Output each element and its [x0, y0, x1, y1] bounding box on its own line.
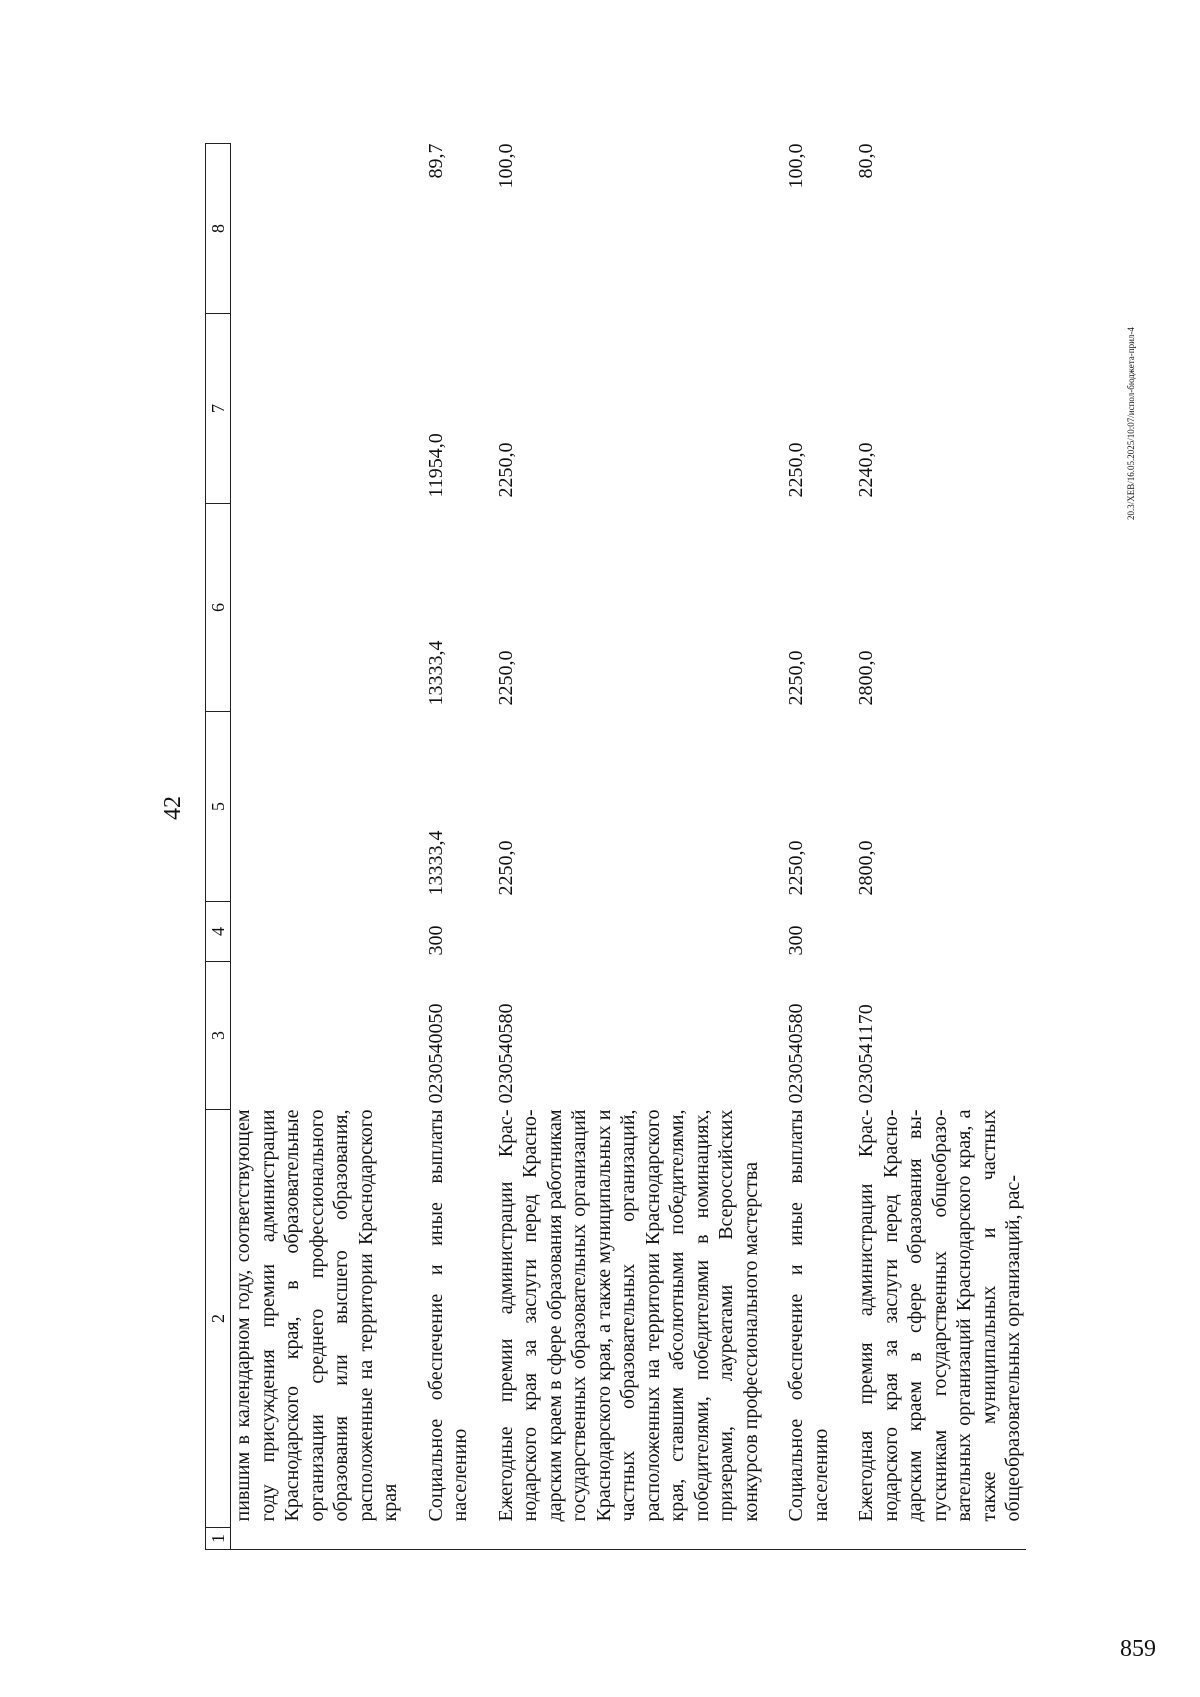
row-number — [854, 1528, 1026, 1550]
row-value-5: 2250,0 — [785, 840, 807, 896]
column-header-2: 2 — [206, 1110, 231, 1528]
row-value-7: 2240,0 — [855, 442, 877, 498]
row-number — [494, 1528, 785, 1550]
column-header-1: 1 — [206, 1528, 231, 1550]
table-row — [784, 144, 854, 1550]
column-header-3: 3 — [206, 962, 231, 1110]
row-expense-type — [231, 902, 424, 962]
row-value-6: 2800,0 — [855, 650, 877, 706]
row-description: Социальное обеспечение и иные выплаты населению — [785, 1109, 832, 1522]
row-expense-type — [854, 902, 1026, 962]
column-header-5: 5 — [206, 712, 231, 902]
rotated-page — [120, 123, 1154, 1620]
row-percent: 100,0 — [785, 143, 807, 189]
row-percent: 89,7 — [424, 143, 447, 179]
column-header-8: 8 — [206, 144, 231, 314]
row-value-5: 2250,0 — [494, 840, 517, 896]
budget-table — [205, 143, 1026, 1550]
row-value-5 — [231, 712, 424, 902]
row-value-6: 2250,0 — [494, 650, 517, 706]
row-expense-type: 300 — [424, 925, 447, 956]
column-header-6: 6 — [206, 504, 231, 712]
row-target-code: 0230541170 — [855, 1004, 877, 1104]
column-header-4: 4 — [206, 902, 231, 962]
header-row — [206, 144, 231, 1550]
sheet-number: 859 — [1120, 1636, 1156, 1662]
row-description: Ежегодные премии администрации Краснодарского края за заслуги перед Краснодарским краем в сфере образования работникам государственных образовательных организаций Краснодарского края, а также муниципальных и частных образовательных организаций, расположенных на территории Краснодарского края, ставшим абсолютными победителями, победителями, победителями в номинациях, призерами, лауреатами Всероссийских конкурсов профессионального мастерства — [494, 1109, 762, 1522]
row-description: Ежегодная премия администрации Краснодарского края за заслуги перед Краснодарским краем в сфере образования выпускникам государственных общеобразовательных организаций Краснодарского края, а также муниципальных и частных общеобразовательных организаций, рас- — [855, 1109, 1024, 1522]
row-value-5: 13333,4 — [424, 830, 447, 896]
row-value-7 — [231, 314, 424, 504]
table-row — [231, 144, 424, 1550]
row-number — [784, 1528, 854, 1550]
row-number — [231, 1528, 424, 1550]
table-row — [494, 144, 785, 1550]
row-number — [424, 1528, 494, 1550]
row-target-code: 0230540580 — [785, 1003, 807, 1104]
row-value-7: 2250,0 — [785, 442, 807, 498]
row-target-code: 0230540580 — [494, 1003, 517, 1104]
table-row — [424, 144, 494, 1550]
row-description: пившим в календарном году, соответствующем году присуждения премии администрации Краснодарского края, в образовательные организации среднего профессионального образования или высшего образования, расположенные на территории Краснодарского края — [232, 1109, 401, 1522]
row-percent — [231, 144, 424, 314]
row-value-6: 2250,0 — [785, 650, 807, 706]
row-value-6: 13333,4 — [424, 640, 447, 706]
page-number: 42 — [160, 796, 186, 820]
row-description: Социальное обеспечение и иные выплаты населению — [424, 1109, 471, 1522]
row-percent: 100,0 — [494, 143, 517, 189]
row-value-7: 2250,0 — [494, 442, 517, 498]
row-percent: 80,0 — [855, 143, 877, 179]
row-value-7: 11954,0 — [424, 433, 447, 498]
column-header-7: 7 — [206, 314, 231, 504]
row-expense-type: 300 — [785, 925, 807, 956]
row-value-6 — [231, 504, 424, 712]
row-expense-type — [494, 902, 785, 962]
document-stamp: 20.3/XEB/16.05.2025/10:07/испол-бюджета-прил-4 — [1126, 327, 1136, 520]
row-target-code: 0230540050 — [424, 1003, 447, 1104]
row-target-code — [231, 962, 424, 1110]
row-value-5: 2800,0 — [855, 840, 877, 896]
table-row — [854, 144, 1026, 1550]
